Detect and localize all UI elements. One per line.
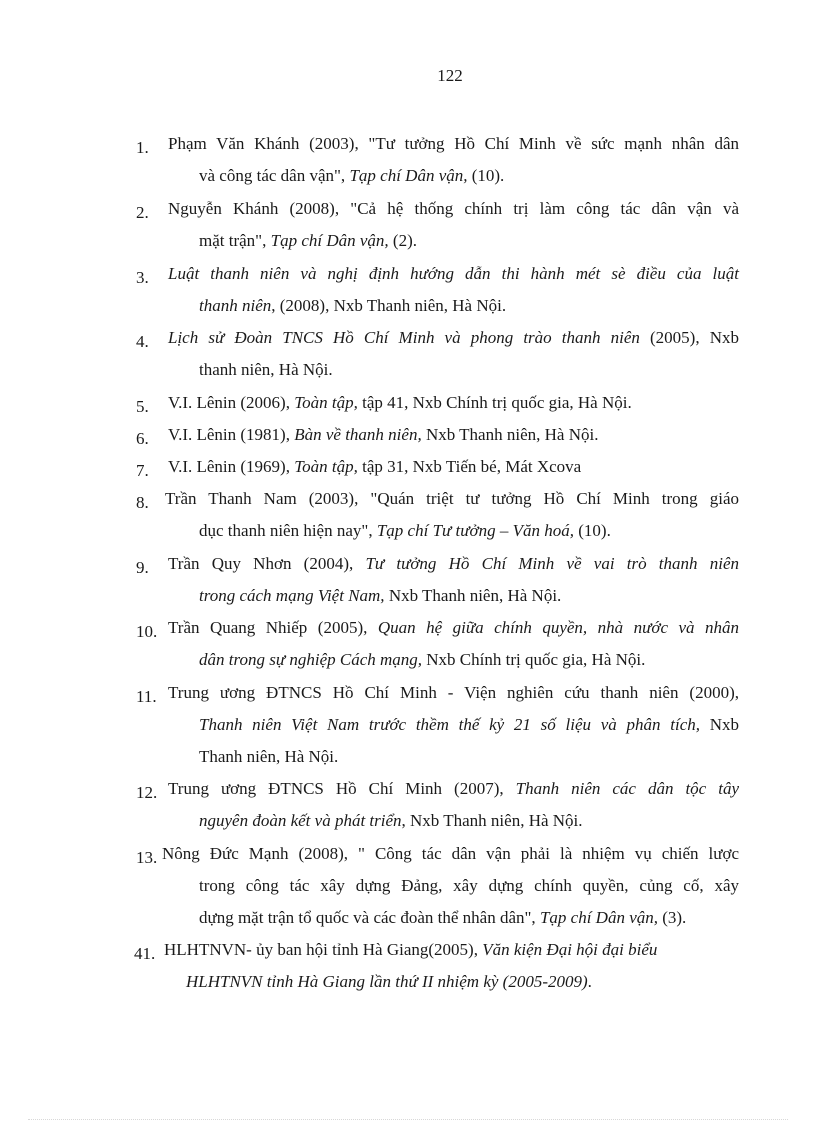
reference-text: (2). <box>388 231 417 250</box>
italic-title-text: thanh niên <box>199 296 272 315</box>
italic-title-text: Tạp chí Dân vận, <box>349 166 468 185</box>
italic-title-text: Văn kiện Đại hội đại biểu <box>482 940 658 959</box>
reference-line <box>168 612 739 644</box>
italic-title-text: Quan hệ giữa chính quyền, nhà nước và nhân <box>377 618 739 637</box>
reference-text: dục thanh niên hiện nay", <box>199 521 377 540</box>
reference-text: Phạm Văn Khánh (2003), "Tư tưởng Hồ Chí Minh về sức mạnh nhân dân <box>168 134 739 153</box>
italic-title-text: Thanh niên các dân tộc tây <box>515 779 739 798</box>
reference-text: Thanh niên, Hà Nội. <box>199 747 339 766</box>
reference-line <box>199 644 645 676</box>
reference-text: và công tác dân vận", <box>199 166 350 185</box>
page-number: 122 <box>437 66 463 85</box>
italic-title-text: Tạp chí Dân vận, <box>270 231 389 250</box>
reference-text: , (2008), Nxb Thanh niên, Hà Nội. <box>271 296 507 315</box>
reference-text: V.I. Lênin (1969), <box>168 457 295 476</box>
italic-title-text: Thanh niên Việt Nam trước thềm thế kỷ 21 số liệu và phân tích, <box>199 715 700 734</box>
reference-text: dựng mặt trận tổ quốc và các đoàn thể nhân dân", <box>199 908 540 927</box>
reference-text: Nxb Thanh niên, Hà Nội. <box>384 586 562 605</box>
italic-title-text: Tư tưởng Hồ Chí Minh về vai trò thanh niên <box>365 554 739 573</box>
reference-text: thanh niên, Hà Nội. <box>199 360 333 379</box>
reference-text: Nxb Thanh niên, Hà Nội. <box>421 425 599 444</box>
reference-line <box>165 483 739 515</box>
reference-number: 2. <box>136 203 149 222</box>
reference-line <box>168 677 739 709</box>
reference-line <box>199 354 333 386</box>
reference-number: 13. <box>136 848 158 867</box>
italic-title-text: Tạp chí Tư tưởng – Văn hoá, <box>376 521 574 540</box>
italic-title-text: Lịch sử Đoàn TNCS Hồ Chí Minh và phong trào thanh niên <box>168 328 640 347</box>
reference-line <box>168 387 632 419</box>
reference-number: 10. <box>136 622 158 641</box>
italic-title-text: nguyên đoàn kết và phát triển <box>199 811 402 830</box>
reference-number: 9. <box>136 558 149 577</box>
reference-number: 1. <box>136 138 149 157</box>
reference-text: . <box>587 972 592 991</box>
reference-text: V.I. Lênin (1981), <box>168 425 295 444</box>
italic-title-text: Toàn tập, <box>294 393 358 412</box>
reference-text: (3). <box>657 908 687 927</box>
reference-number: 11. <box>136 687 157 706</box>
reference-number: 8. <box>136 493 149 512</box>
reference-text: (10). <box>467 166 505 185</box>
reference-text: Trần Thanh Nam (2003), "Quán triệt tư tưởng Hồ Chí Minh trong giáo <box>165 489 739 508</box>
reference-line <box>199 709 739 741</box>
reference-number: 41. <box>134 944 156 963</box>
reference-text: Trần Quang Nhiếp (2005), <box>168 618 378 637</box>
reference-text: tập 41, Nxb Chính trị quốc gia, Hà Nội. <box>357 393 632 412</box>
reference-line <box>164 934 657 966</box>
italic-title-text: Tạp chí Dân vận, <box>539 908 658 927</box>
reference-text: tập 31, Nxb Tiến bé, Mát Xcova <box>357 457 582 476</box>
reference-number: 6. <box>136 429 149 448</box>
reference-line <box>199 741 338 773</box>
reference-text: HLHTNVN- ủy ban hội tỉnh Hà Giang(2005), <box>164 940 483 959</box>
reference-line <box>162 838 739 870</box>
reference-text: trong công tác xây dựng Đảng, xây dựng chính quyền, củng cố, xây <box>199 876 739 895</box>
reference-line <box>168 322 739 354</box>
reference-line <box>168 128 739 160</box>
italic-title-text: Luật thanh niên và nghị định hướng dẫn thi hành mét sè điều của luật <box>168 264 739 283</box>
reference-text: Nxb <box>700 715 740 734</box>
reference-text: Trần Quy Nhơn (2004), <box>168 554 366 573</box>
reference-line <box>199 225 417 257</box>
reference-number: 5. <box>136 397 149 416</box>
reference-line <box>199 290 506 322</box>
reference-line <box>168 193 739 225</box>
reference-text: , Nxb Thanh niên, Hà Nội. <box>401 811 583 830</box>
reference-number: 4. <box>136 332 149 351</box>
italic-title-text: dân trong sự nghiệp Cách mạng, <box>199 650 423 669</box>
italic-title-text: Bàn về thanh niên, <box>294 425 422 444</box>
italic-title-text: HLHTNVN tỉnh Hà Giang lần thứ II nhiệm kỳ (2005-2009) <box>186 972 588 991</box>
reference-text: (2005), Nxb <box>639 328 739 347</box>
footer-divider <box>28 1119 788 1120</box>
reference-text: Trung ương ĐTNCS Hồ Chí Minh (2007), <box>168 779 516 798</box>
reference-text: mặt trận", <box>199 231 271 250</box>
reference-line <box>168 548 739 580</box>
italic-title-text: Toàn tập, <box>294 457 358 476</box>
reference-text: V.I. Lênin (2006), <box>168 393 295 412</box>
reference-number: 12. <box>136 783 158 802</box>
reference-text: (10). <box>574 521 611 540</box>
reference-line <box>199 515 611 547</box>
reference-line <box>199 160 504 192</box>
reference-line <box>168 258 739 290</box>
reference-line <box>199 902 686 934</box>
reference-line <box>199 870 739 902</box>
italic-title-text: trong cách mạng Việt Nam, <box>199 586 385 605</box>
reference-text: Nông Đức Mạnh (2008), " Công tác dân vận phải là nhiệm vụ chiến lược <box>162 844 739 863</box>
reference-line <box>199 805 583 837</box>
reference-line <box>168 773 739 805</box>
reference-line <box>186 966 592 998</box>
reference-text: Nxb Chính trị quốc gia, Hà Nội. <box>422 650 646 669</box>
reference-line <box>199 580 561 612</box>
reference-number: 7. <box>136 461 149 480</box>
reference-line <box>168 451 581 483</box>
reference-text: Nguyễn Khánh (2008), "Cả hệ thống chính trị làm công tác dân vận và <box>168 199 739 218</box>
reference-line <box>168 419 598 451</box>
reference-number: 3. <box>136 268 149 287</box>
reference-text: Trung ương ĐTNCS Hồ Chí Minh - Viện nghiên cứu thanh niên (2000), <box>168 683 739 702</box>
